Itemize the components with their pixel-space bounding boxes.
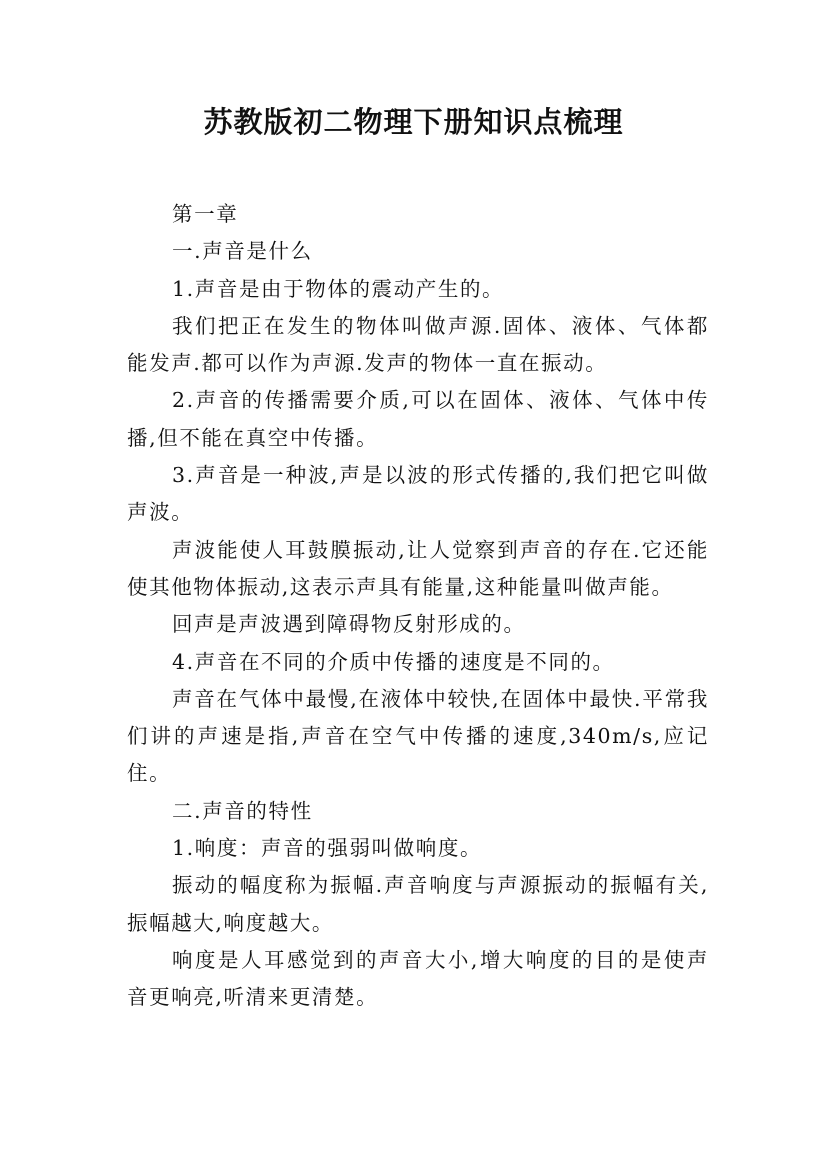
body-paragraph: 声波能使人耳鼓膜振动,让人觉察到声音的存在.它还能使其他物体振动,这表示声具有能量,这种能量叫做声能。 (127, 537, 709, 599)
numbered-point: 1.声音是由于物体的震动产生的。 (172, 276, 505, 301)
numbered-point: 3.声音是一种波,声是以波的形式传播的,我们把它叫做声波。 (127, 463, 709, 525)
document-title: 苏教版初二物理下册知识点梳理 (203, 105, 624, 139)
chapter-heading: 第一章 (172, 202, 239, 226)
body-paragraph: 响度是人耳感觉到的声音大小,增大响度的目的是使声音更响亮,听清来更清楚。 (127, 947, 709, 1010)
document-body (127, 196, 709, 1017)
body-paragraph: 回声是声波遇到障碍物反射形成的。 (172, 612, 526, 637)
body-paragraph: 我们把正在发生的物体叫做声源.固体、液体、气体都能发声.都可以作为声源.发声的物体一直在振动。 (127, 313, 709, 376)
numbered-point: 1.响度：声音的强弱叫做响度。 (172, 836, 483, 861)
body-paragraph: 声音在气体中最慢,在液体中较快,在固体中最快.平常我们讲的声速是指,声音在空气中传播的速度,340m/s,应记住。 (127, 686, 709, 786)
section-heading: 二.声音的特性 (172, 798, 313, 823)
body-paragraph: 振动的幅度称为振幅.声音响度与声源振动的振幅有关,振幅越大,响度越大。 (127, 873, 709, 935)
section-heading: 一.声音是什么 (172, 239, 313, 264)
numbered-point: 2.声音的传播需要介质,可以在固体、液体、气体中传播,但不能在真空中传播。 (127, 388, 709, 450)
numbered-point: 4.声音在不同的介质中传播的速度是不同的。 (172, 649, 615, 674)
